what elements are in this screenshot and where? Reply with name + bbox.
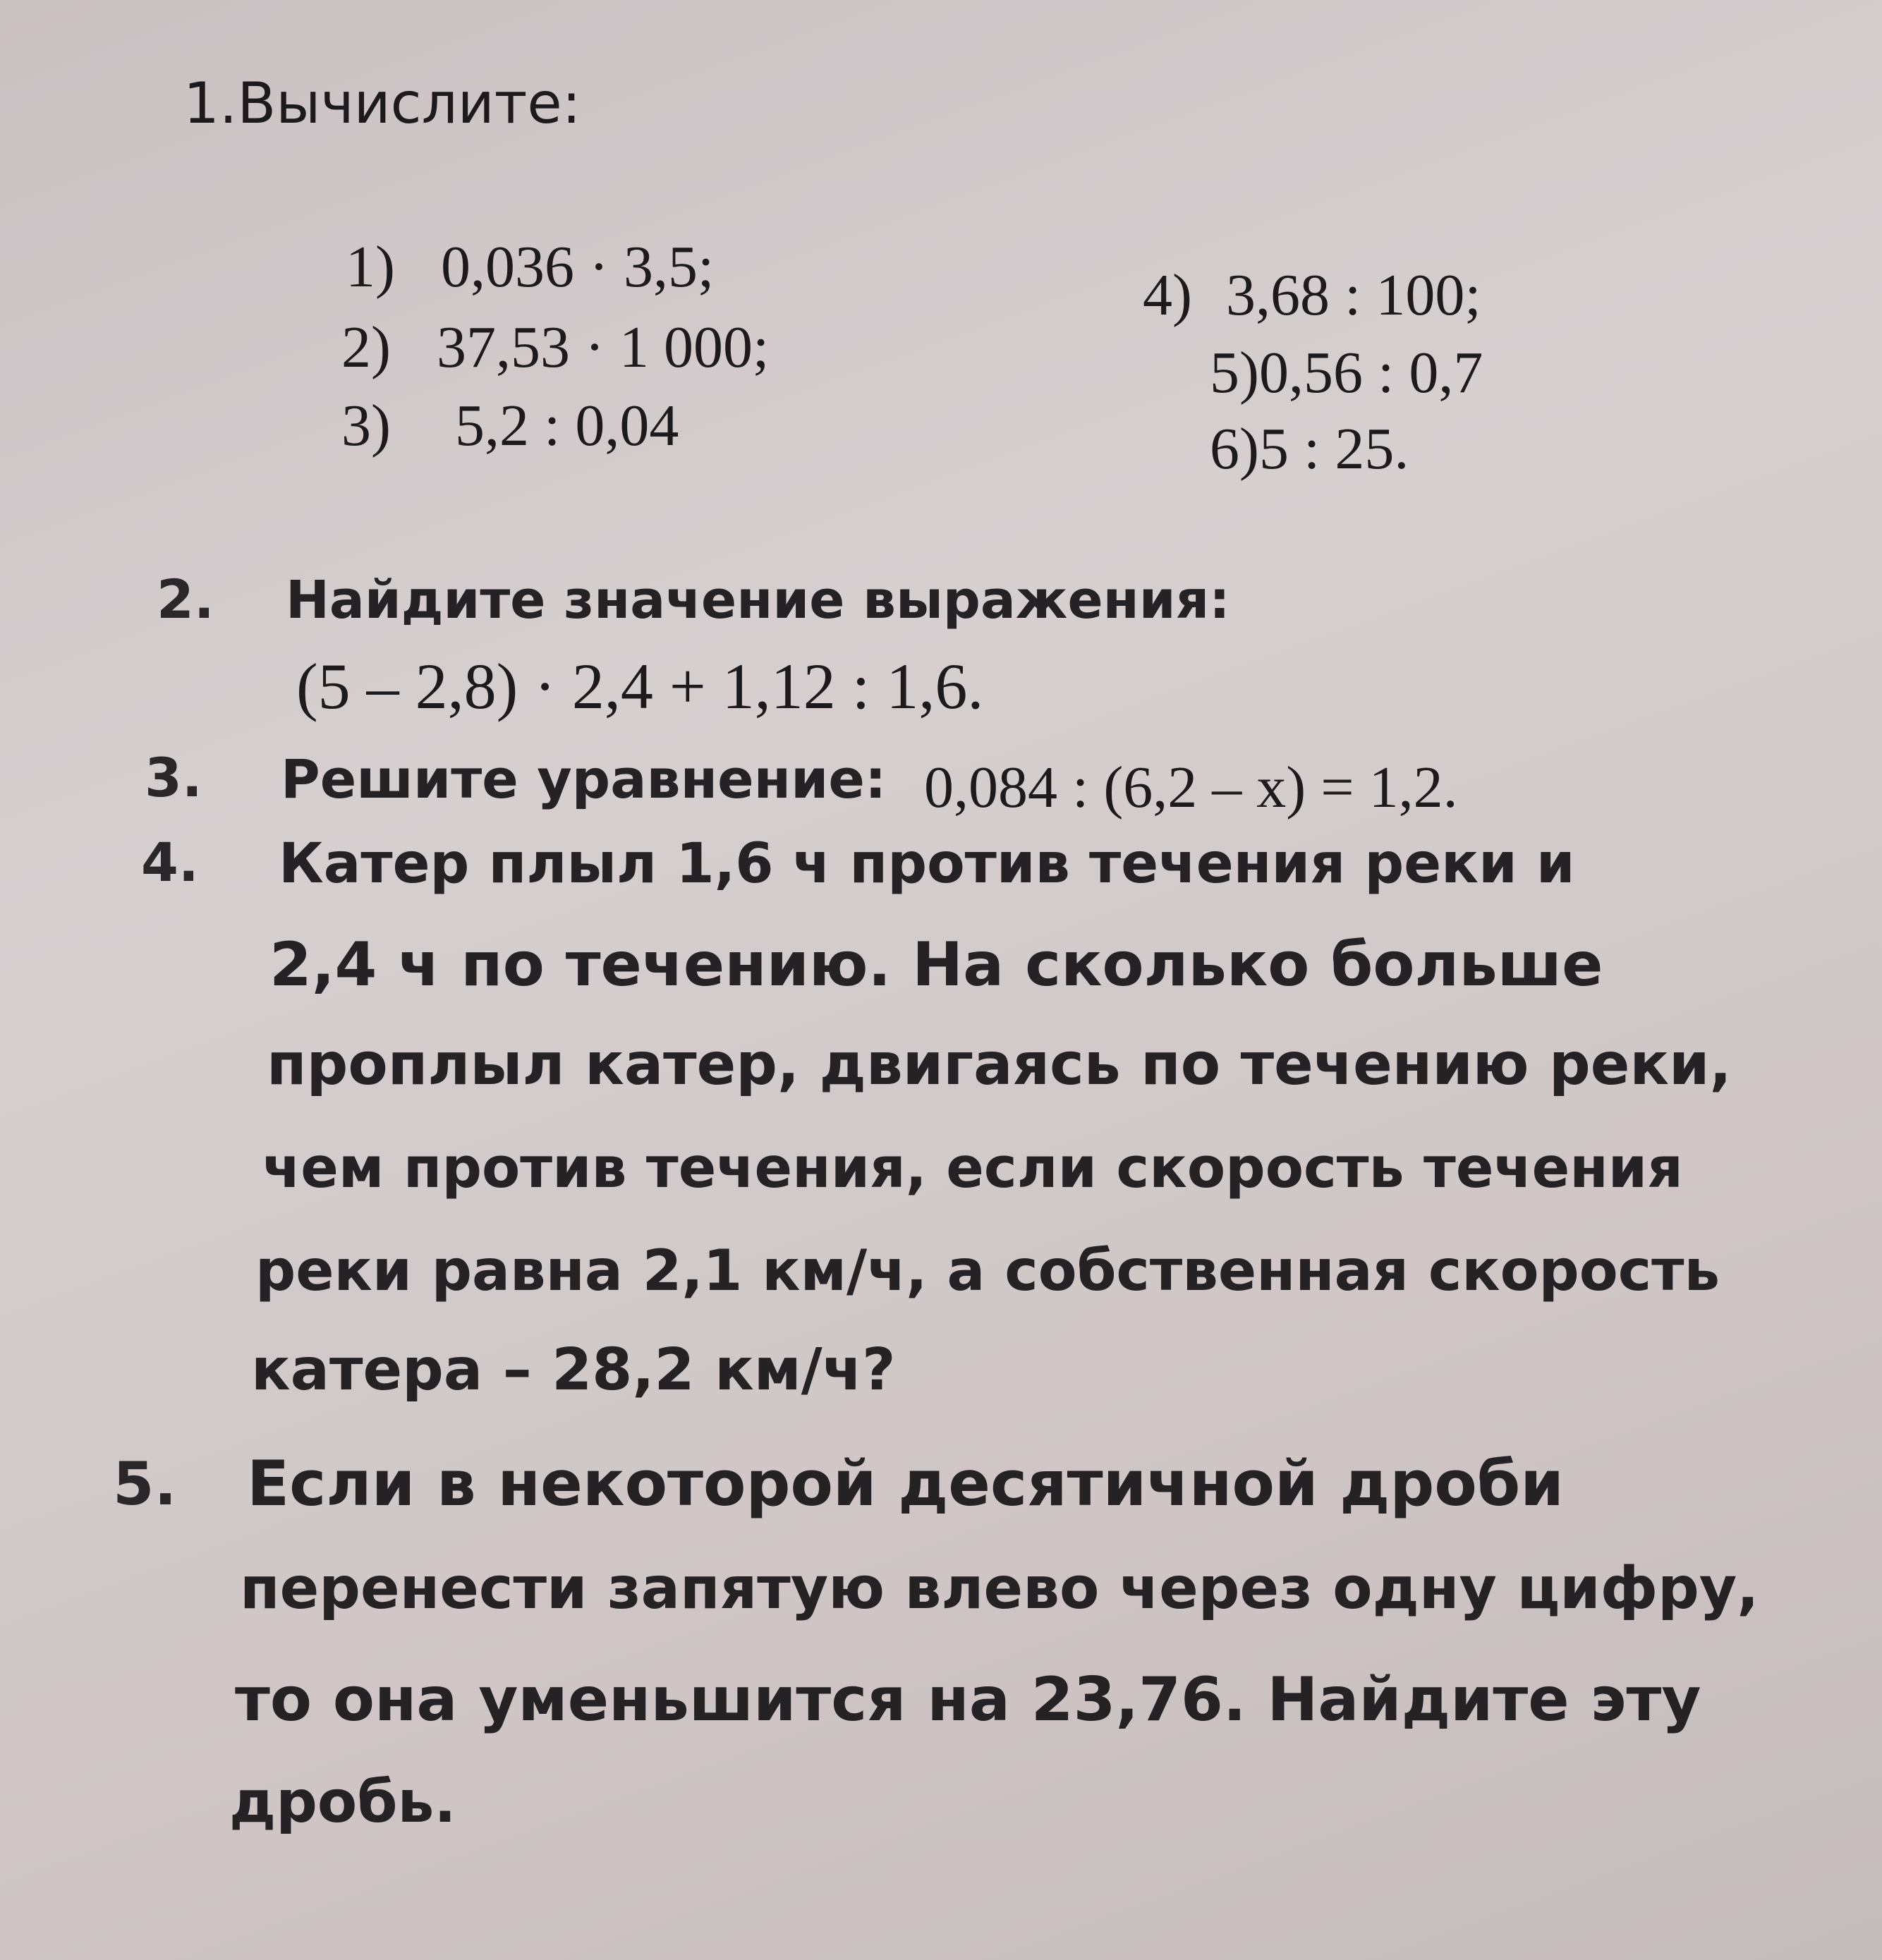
item-expression: 3,68 : 100; [1226, 262, 1481, 328]
task4-line-5: реки равна 2,1 км/ч, а собственная скорость [255, 1238, 1720, 1303]
item-number: 3) [341, 393, 391, 458]
task3-text: Решите уравнение: [281, 748, 887, 810]
task3-number: 3. [145, 746, 202, 809]
task1-item-3 [341, 391, 679, 460]
item-expression: 0,56 : 0,7 [1258, 340, 1483, 406]
task1-item-2 [341, 313, 769, 382]
task3-equation: 0,084 : (6,2 – x) = 1,2. [924, 755, 1458, 820]
task5-line-2: перенести запятую влево через одну цифру, [240, 1555, 1759, 1622]
task4-line-1: Катер плыл 1,6 ч против течения реки и [279, 832, 1575, 896]
task1-item-6 [1210, 415, 1409, 483]
item-number: 4) [1143, 262, 1192, 328]
task4-line-3: проплыл катер, двигаясь по течению реки, [267, 1031, 1732, 1098]
task2-number: 2. [157, 568, 214, 631]
task1-item-1 [346, 233, 714, 301]
task5-line-4: дробь. [229, 1769, 456, 1836]
item-number: 1) [346, 234, 395, 300]
item-expression: 5 : 25. [1258, 416, 1409, 482]
item-expression: 5,2 : 0,04 [455, 393, 679, 458]
task4-line-4: чем против течения, если скорость течения [262, 1136, 1683, 1200]
task5-line-1: Если в некоторой десятичной дроби [247, 1447, 1564, 1520]
task1-item-5 [1210, 339, 1483, 407]
item-expression: 0,036 · 3,5; [441, 234, 715, 300]
task5-number: 5. [113, 1449, 177, 1518]
task1-item-4 [1143, 261, 1481, 329]
item-number: 6) [1210, 416, 1259, 482]
task2-text: Найдите значение выражения: [286, 570, 1230, 631]
item-number: 5) [1210, 340, 1259, 406]
task5-line-3: то она уменьшится на 23,76. Найдите эту [235, 1664, 1701, 1735]
task4-line-6: катера – 28,2 км/ч? [251, 1337, 896, 1404]
task1-title: 1.Вычислите: [183, 71, 581, 136]
task4-line-2: 2,4 ч по течению. На сколько больше [269, 930, 1603, 1000]
item-expression: 37,53 · 1 000; [437, 315, 770, 380]
item-number: 2) [341, 315, 391, 380]
task2-expression: (5 – 2,8) · 2,4 + 1,12 : 1,6. [296, 650, 984, 722]
task4-number: 4. [141, 831, 199, 894]
